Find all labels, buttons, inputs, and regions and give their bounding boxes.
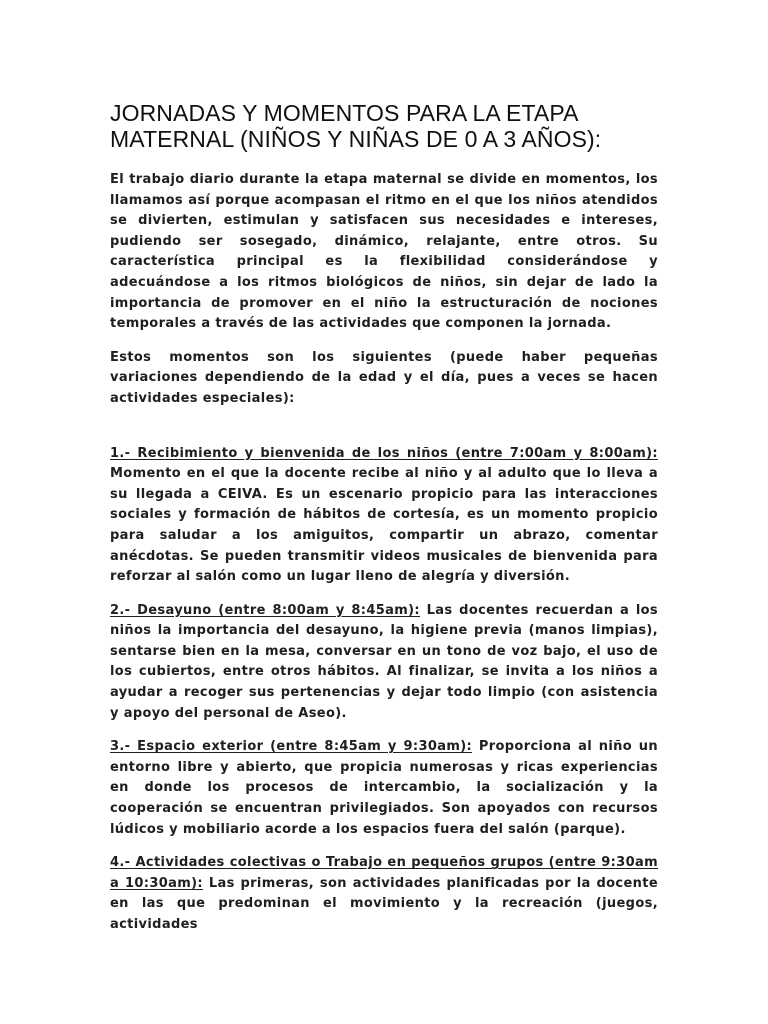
section-1-heading: 1.- Recibimiento y bienvenida de los niños (entre 7:00am y 8:00am):: [110, 445, 658, 461]
intro-paragraph-1: El trabajo diario durante la etapa maternal se divide en momentos, los llamamos así porque acompasan el ritmo en el que los niños atendidos se divierten, estimulan y satisfacen sus necesidades e intereses, pudiendo ser sosegado, dinámico, relajante, entre otros. Su característica principal es la flexibilidad considerándose y adecuándose a los ritmos biológicos de niños, sin dejar de lado la importancia de promover en el niño la estructuración de nociones temporales a través de las actividades que componen la jornada.: [110, 172, 658, 332]
section-4-heading: 4.- Actividades colectivas o Trabajo en pequeños grupos (entre 9:30am a 10:30am):: [110, 855, 658, 891]
intro-paragraph-2: Estos momentos son los siguientes (puede haber pequeñas variaciones dependiendo de la edad y el día, pues a veces se hacen actividades especiales):: [110, 349, 658, 406]
document-page: [110, 100, 658, 949]
section-1-body: Momento en el que la docente recibe al niño y al adulto que lo lleva a su llegada a CEIVA. Es un escenario propicio para las interacciones sociales y formación de hábitos de cortesía, es un momento propicio para saludar a los amiguitos, compartir un abrazo, comentar anécdotas. Se pueden transmitir videos musicales de bienvenida para reforzar al salón como un lugar lleno de alegría y diversión.: [110, 466, 658, 585]
section-2-heading: 2.- Desayuno (entre 8:00am y 8:45am):: [110, 602, 420, 618]
section-4-body: Las primeras, son actividades planificadas por la docente en las que predominan el movimiento y la recreación (juegos, actividades: [110, 875, 658, 932]
section-1: [110, 444, 658, 588]
section-2: [110, 601, 658, 725]
section-2-body: Las docentes recuerdan a los niños la importancia del desayuno, la higiene previa (manos limpias), sentarse bien en la mesa, conversar en un tono de voz bajo, el uso de los cubiertos, entre otros hábitos. Al finalizar, se invita a los niños a ayudar a recoger sus pertenencias y dejar todo limpio (con asistencia y apoyo del personal de Aseo).: [110, 602, 658, 721]
section-3-heading: 3.- Espacio exterior (entre 8:45am y 9:30am):: [110, 739, 473, 755]
section-3: [110, 737, 658, 840]
section-3-body: Proporciona al niño un entorno libre y abierto, que propicia numerosas y ricas experiencias en donde los procesos de intercambio, la socialización y la cooperación se encuentran privilegiados. Son apoyados con recursos lúdicos y mobiliario acorde a los espacios fuera del salón (parque).: [110, 739, 658, 837]
document-title: JORNADAS Y MOMENTOS PARA LA ETAPA MATERNAL (NIÑOS Y NIÑAS DE 0 A 3 AÑOS):: [110, 100, 602, 152]
section-4: [110, 853, 658, 935]
